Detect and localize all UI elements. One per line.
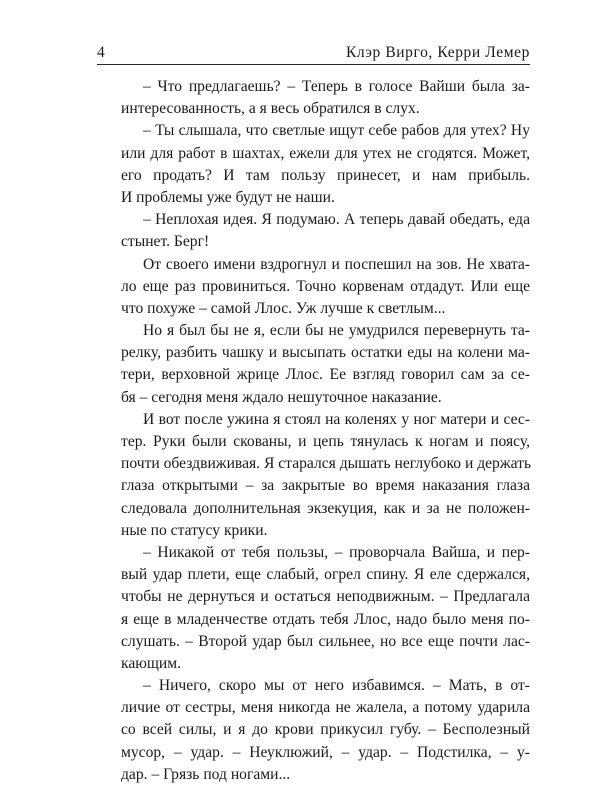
paragraph <box>99 209 530 253</box>
text-line: бя – сегодня меня ждало нешуточное наказание. <box>121 388 442 406</box>
text-line: его продать? И там пользу принесет, и нам прибыль. <box>121 166 530 184</box>
text-line: глаза открытыми – за закрытые во время наказания глаза <box>121 477 530 495</box>
page-number: 4 <box>97 44 105 61</box>
text-line: что похуже – самой Ллос. Уж лучше к светлым... <box>121 299 446 317</box>
text-line: тери, верховной жрице Ллос. Ее взгляд говорил сам за се- <box>121 366 530 384</box>
text-line: Но я был бы не я, если бы не умудрился перевернуть та- <box>143 322 530 340</box>
text-line: кающим. <box>121 654 182 672</box>
text-line: или для работ в шахтах, ежели для утех не сгодятся. Может, <box>121 144 530 162</box>
text-line: тер. Руки были скованы, и цепь тянулась к ногам и поясу, <box>121 433 530 450</box>
text-line: стынет. Берг! <box>121 233 210 251</box>
text-line: дар. – Грязь под ногами... <box>121 765 291 783</box>
text-line: релку, разбить чашку и высыпать остатки еды на колени ма- <box>121 344 530 362</box>
paragraph <box>99 254 530 321</box>
text-line: – Неплохая идея. Я подумаю. А теперь давай обедать, еда <box>143 211 530 229</box>
paragraph <box>99 409 530 542</box>
paragraph <box>99 120 530 209</box>
paragraph <box>99 675 530 786</box>
header-rule <box>97 64 530 65</box>
paragraph <box>99 320 530 409</box>
paragraph <box>99 76 530 120</box>
text-line: мусор, – удар. – Неуклюжий, – удар. – Подстилка, – у- <box>121 743 530 761</box>
text-line: И вот после ужина я стоял на коленях у ног матери и сес- <box>143 410 530 428</box>
text-line: интересованность, а я весь обратился в слух. <box>121 100 420 118</box>
text-line: личие от сестры, меня никогда не жалела, а потому ударила <box>121 699 530 717</box>
text-line: И проблемы уже будут не наши. <box>121 188 335 206</box>
text-line: почти обездвиживая. Я старался дышать неглубоко и держать <box>121 455 532 473</box>
running-header <box>97 40 530 66</box>
text-line: От своего имени вздрогнул и поспешил на зов. Не хвата- <box>143 255 530 273</box>
running-header-authors: Клэр Вирго, Керри Лемер <box>345 44 530 61</box>
text-line: – Никакой от тебя пользы, – проворчала Вайша, и пер- <box>143 543 530 561</box>
text-line: – Ты слышала, что светлые ищут себе рабов для утех? Ну <box>143 122 530 140</box>
text-line: слушать. – Второй удар был сильнее, но все еще почти лас- <box>121 632 530 650</box>
text-line: я еще в младенчестве отдать тебя Ллос, надо было меня по- <box>121 610 530 628</box>
body-text <box>99 76 530 786</box>
text-line: следовала дополнительная экзекуция, как и за не положен- <box>121 499 530 517</box>
text-line: – Ничего, скоро мы от него избавимся. – Мать, в от- <box>143 677 530 695</box>
text-line: чтобы не дернуться и остаться неподвижным. – Предлагала <box>121 588 530 606</box>
paragraph <box>99 542 530 675</box>
text-line: ло еще раз провиниться. Точно корвенам отдадут. Или еще <box>121 277 530 295</box>
text-line: со всей силы, и я до крови прикусил губу. – Бесполезный <box>121 721 530 739</box>
text-line: вый удар плети, еще слабый, огрел спину. Я еле сдержался, <box>121 566 530 584</box>
text-line: ные по статусу крики. <box>121 521 268 539</box>
text-line: – Что предлагаешь? – Теперь в голосе Вайши была за- <box>143 78 530 95</box>
